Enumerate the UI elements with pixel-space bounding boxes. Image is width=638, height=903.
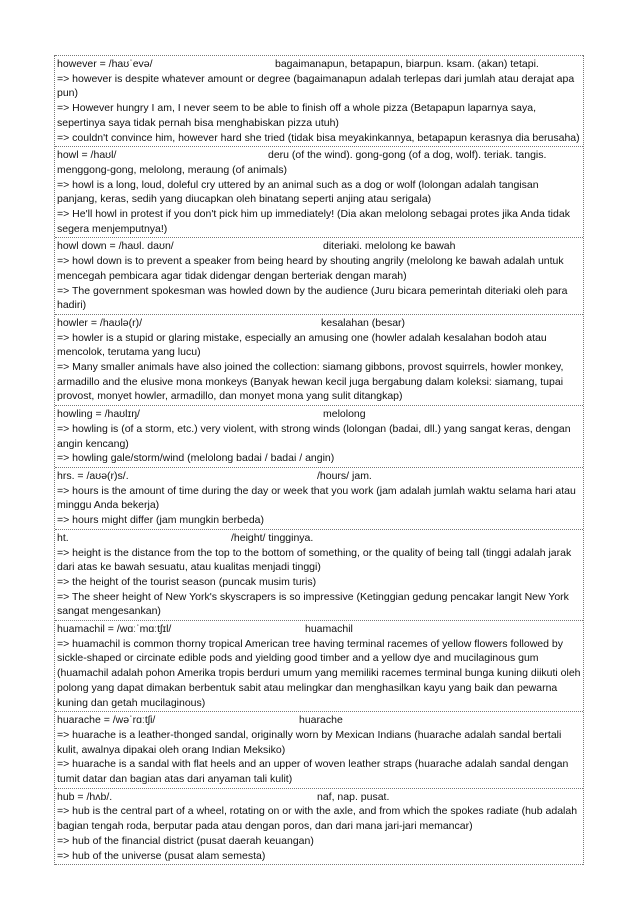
dictionary-entry-howl <box>55 146 583 237</box>
entry-headword-row <box>57 469 581 484</box>
entry-gloss: /height/ tingginya. <box>231 531 314 544</box>
entry-gloss: naf, nap. pusat. <box>317 790 390 803</box>
entry-line: => height is the distance from the top to the bottom of something, or the quality of being tall (tinggi adalah jarak dari atas ke bawah sesuatu, atau kualitas menjadi tinggi) <box>57 546 572 574</box>
entry-line: => hub of the financial district (pusat daerah keuangan) <box>57 834 314 847</box>
dictionary-entry-hrs <box>55 467 583 529</box>
entry-gloss: /hours/ jam. <box>317 469 372 482</box>
entry-term: ht. <box>57 531 69 544</box>
entry-term: huarache = /wəˈrɑːtʃi/ <box>57 714 156 727</box>
entry-headword-row <box>57 622 581 637</box>
entry-line: => howling gale/storm/wind (melolong badai / badai / angin) <box>57 452 335 465</box>
entry-headword-row <box>57 531 581 546</box>
entry-headword-row <box>57 790 581 805</box>
entry-gloss: huarache <box>299 714 343 727</box>
entry-gloss: bagaimanapun, betapapun, biarpun. ksam. (akan) tetapi. <box>275 58 539 70</box>
entry-term: hub = /hʌb/. <box>57 790 113 803</box>
entry-line: => huamachil is common thorny tropical American tree having terminal racemes of yellow flowers followed by sickle-shaped or circinate edible pods and yielding good timber and a yellow dye and mucilaginous gum (huamachil adalah pohon Amerika tropis berduri umum yang memiliki racemes terminal bunga kuning diikuti oleh polong yang dapat dimakan berbentuk sabit atau melingkar dan menghasilkan kayu yang baik dan pewarna kuning dan getah mucilaginous) <box>57 637 581 709</box>
entry-line: => howl down is to prevent a speaker from being heard by shouting angrily (melolong ke bawah adalah untuk mencegah pembicara agar tidak didengar dengan berteriak dengan marah) <box>57 255 564 282</box>
entry-line: => huarache is a leather-thonged sandal, originally worn by Mexican Indians (huarache adalah sandal bertali kulit, awalnya dipakai oleh orang Indian Meksiko) <box>57 728 562 756</box>
dictionary-entry-however <box>55 55 583 146</box>
entry-line: => He'll howl in protest if you don't pick him up immediately! (Dia akan melolong sebagai protes jika Anda tidak segera menjemputnya!) <box>57 208 570 235</box>
dictionary-entry-huarache <box>55 711 583 788</box>
entry-line: => Many smaller animals have also joined the collection: siamang gibbons, provost squirrels, howler monkey, armadillo and the elusive mona monkeys (Banyak hewan kecil juga bergabung dalam koleksi: siamang, tupai provost, monyet howler, armadillo, dan monyet mona yang sulit ditangkap) <box>57 361 564 403</box>
glossary-page <box>54 55 584 865</box>
entry-term: hrs. = /aʊə(r)s/. <box>57 469 129 482</box>
entry-term: howl = /haʊl/ <box>57 149 117 162</box>
entry-headword-row <box>57 57 581 72</box>
entry-headword-row <box>57 407 581 422</box>
dictionary-entry-howler <box>55 314 583 405</box>
entry-line: => The sheer height of New York's skyscrapers is so impressive (Ketinggian gedung pencakar langit New York sangat mengesankan) <box>57 590 569 618</box>
entry-line: => the height of the tourist season (puncak musim turis) <box>57 575 317 588</box>
entry-line: => hub is the central part of a wheel, rotating on or with the axle, and from which the spokes radiate (hub adalah bagian tengah roda, berputar pada atau dengan poros, dan dari mana jari-jari memancar) <box>57 805 578 833</box>
entry-term: however = /haʊˈevə/ <box>57 58 153 70</box>
entry-line: => howling is (of a storm, etc.) very violent, with strong winds (lolongan (badai, dll.) yang sangat keras, dengan angin kencang) <box>57 422 571 450</box>
entry-line: => couldn't convince him, however hard she tried (tidak bisa meyakinkannya, betapapun kerasnya dia berusaha) <box>57 131 580 144</box>
entry-term: howling = /haʊlɪŋ/ <box>57 408 140 421</box>
entry-headword-row <box>57 239 581 254</box>
dictionary-entry-howling <box>55 405 583 467</box>
dictionary-entry-huamachil <box>55 620 583 711</box>
entry-gloss: deru (of the wind). gong-gong (of a dog, wolf). teriak. tangis. menggong-gong, melolong, meraung (of animals) <box>57 149 547 176</box>
entry-line: => howler is a stupid or glaring mistake, especially an amusing one (howler adalah kesalahan bodoh atau mencolok, terutama yang lucu) <box>57 331 547 359</box>
entry-term: howl down = /haʊl. daʊn/ <box>57 240 174 253</box>
dictionary-entry-ht <box>55 529 583 620</box>
dictionary-entry-howl-down <box>55 237 583 314</box>
entry-gloss: diteriaki. melolong ke bawah <box>323 240 456 253</box>
entry-line: => however is despite whatever amount or degree (bagaimanapun adalah terlepas dari jumlah atau derajat apa pun) <box>57 72 575 100</box>
entry-gloss: kesalahan (besar) <box>321 316 406 329</box>
entry-line: => hours might differ (jam mungkin berbeda) <box>57 514 264 527</box>
entry-line: => hours is the amount of time during the day or week that you work (jam adalah jumlah waktu selama hari atau minggu Anda bekerja) <box>57 484 576 512</box>
entry-headword-row <box>57 316 581 331</box>
entry-term: howler = /haʊlə(r)/ <box>57 316 143 329</box>
entry-line: => huarache is a sandal with flat heels and an upper of woven leather straps (huarache adalah sandal dengan tumit datar dan bagian atas dari anyaman tali kulit) <box>57 758 569 786</box>
entry-line: => The government spokesman was howled down by the audience (Juru bicara pemerintah diteriaki oleh para hadiri) <box>57 284 568 312</box>
entry-line: => howl is a long, loud, doleful cry uttered by an animal such as a dog or wolf (lolongan adalah tangisan panjang, keras, sedih yang diucapkan oleh binatang seperti anjing atau serigala) <box>57 178 539 206</box>
entry-gloss: melolong <box>323 408 366 421</box>
entry-line: => However hungry I am, I never seem to be able to finish off a whole pizza (Betapapun laparnya saya, sepertinya saya tidak pernah bisa menghabiskan pizza utuh) <box>57 102 537 129</box>
entry-term: huamachil = /wɑːˈmɑːtʃɪl/ <box>57 623 172 636</box>
dictionary-entry-hub <box>55 788 583 866</box>
entry-gloss: huamachil <box>305 623 353 636</box>
entry-headword-row <box>57 713 581 728</box>
entry-line: => hub of the universe (pusat alam semesta) <box>57 849 266 862</box>
entry-headword-row <box>57 148 581 177</box>
